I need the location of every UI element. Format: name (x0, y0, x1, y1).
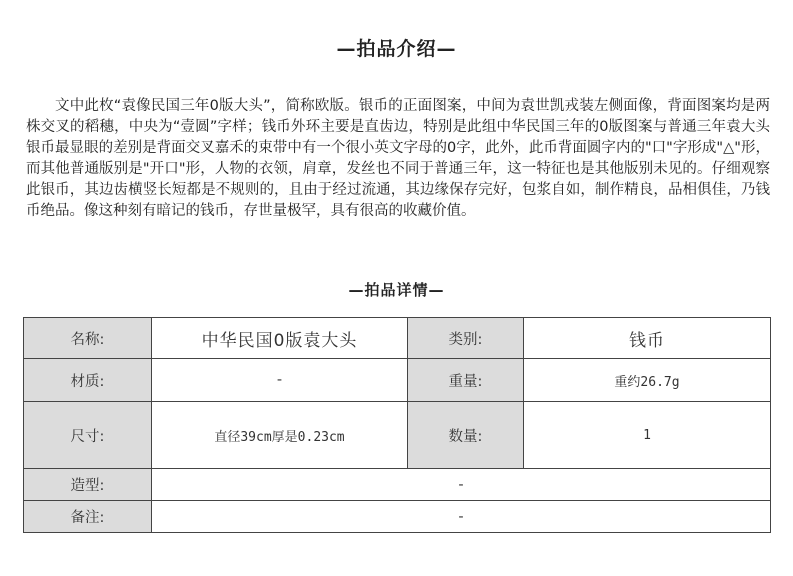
quantity-label: 数量: (408, 402, 524, 469)
material-label: 材质: (24, 359, 152, 402)
table-row (24, 469, 771, 501)
details-section-title: —拍品详情— (348, 281, 445, 299)
intro-paragraph: 文中此枚“袁像民国三年0版大头”，简称欧版。银币的正面图案，中间为袁世凯戎装左侧面像，背面图案均是两株交叉的稻穗，中央为“壹圆”字样；钱币外环主要是直齿边，特别是此组中华民国三年的0版图案与普通三年袁大头银币最显眼的差别是背面交叉嘉禾的束带中有一个很小英文字母的0字，此外，此币背面圆字内的"口"字形成"△"形，而其他普通版别是"开口"形，人物的衣领，肩章，发丝也不同于普通三年，这一特征也是其他版别未见的。仔细观察此银币，其边齿横竖长短都是不规则的，且由于经过流通，其边缘保存完好，包浆自如，制作精良，品相俱佳，乃钱币绝品。像这种刻有暗记的钱币，存世量极罕，具有很高的收藏价值。 (26, 98, 770, 219)
table-row (24, 501, 771, 533)
table-row (24, 359, 771, 402)
weight-value: 重约26.7g (524, 359, 771, 402)
category-label: 类别: (408, 318, 524, 359)
intro-section-title: —拍品介绍— (336, 38, 457, 60)
name-label: 名称: (24, 318, 152, 359)
material-value: - (152, 359, 408, 402)
weight-label: 重量: (408, 359, 524, 402)
name-value: 中华民国0版袁大头 (152, 318, 408, 359)
table-row (24, 318, 771, 359)
shape-label: 造型: (24, 469, 152, 501)
size-label: 尺寸: (24, 402, 152, 469)
category-value: 钱币 (524, 318, 771, 359)
note-value: - (152, 501, 771, 533)
details-table (23, 317, 771, 533)
table-row (24, 402, 771, 469)
note-label: 备注: (24, 501, 152, 533)
shape-value: - (152, 469, 771, 501)
size-value: 直径39cm厚是0.23cm (152, 402, 408, 469)
quantity-value: 1 (524, 402, 771, 469)
